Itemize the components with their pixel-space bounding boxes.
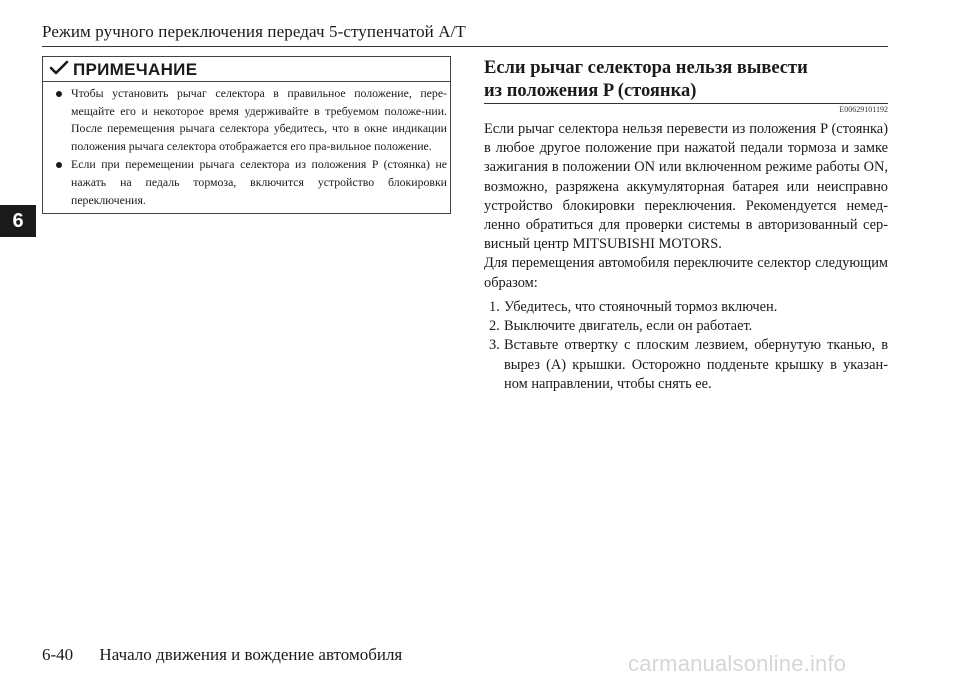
- note-title-divider: [43, 81, 450, 82]
- section-heading-line1: Если рычаг селектора нельзя вывести: [484, 58, 808, 78]
- note-item: [51, 85, 447, 155]
- note-item-text: Если при перемещении рычага селектора из положения P (стоянка) не нажать на педаль тормоза, включится устройство блокировки переключения.: [71, 157, 447, 207]
- step-text: Выключите двигатель, если он работает.: [504, 318, 753, 335]
- step-text: Убедитесь, что стояночный тормоз включен.: [504, 299, 778, 315]
- section-heading-line2: из положения P (стоянка): [484, 81, 697, 101]
- step-number: 3.: [489, 337, 500, 354]
- page-header-title: Режим ручного переключения передач 5-ступенчатой A/T: [42, 22, 466, 41]
- steps-list: [484, 298, 888, 394]
- bullet-icon: [56, 162, 62, 168]
- step-text: Вставьте отвертку с плоским лезвием, обернутую тканью, в вырез (A) крышки. Осторожно подденьте крышку в указан-ном направлении, чтобы снять ее.: [504, 337, 888, 392]
- section-divider: [484, 103, 888, 104]
- page-footer: [42, 645, 402, 665]
- note-item: [51, 156, 447, 209]
- section-paragraph-1: Если рычаг селектора нельзя перевести из положения P (стоянка) в любое другое положение при нажатой педали тормоза и замке зажигания в положении ON или включенном режиме работы ON, возможно, разряжена аккумуляторная батарея или неисправно устройство блокировки переключения. Рекомендуется немед-ленно обратиться для проверки системы в авторизованный сер-висный центр MITSUBISHI MOTORS.: [484, 121, 888, 253]
- header-divider: [42, 46, 888, 47]
- note-list: [51, 85, 447, 210]
- note-title: [49, 60, 197, 80]
- page-number: 6-40: [42, 645, 74, 664]
- watermark: carmanualsonline.info: [628, 651, 847, 676]
- step-number: 1.: [489, 299, 500, 315]
- step-number: 2.: [489, 318, 500, 335]
- check-note-icon: [49, 60, 69, 81]
- chapter-tab: 6: [0, 205, 36, 237]
- note-item-text: Чтобы установить рычаг селектора в правильное положение, пере-мещайте его и некоторое время удерживайте в требуемом положе-нии. После перемещения рычага селектора убедитесь, что в окне индикации положения рычага селектора отображается его пра-вильное положение.: [71, 86, 447, 153]
- section-heading: [484, 57, 888, 103]
- step-item: [484, 298, 888, 317]
- footer-chapter-title: Начало движения и вождение автомобиля: [99, 645, 403, 664]
- section-body: [484, 120, 888, 293]
- section-paragraph-2: Для перемещения автомобиля переключите селектор следующим образом:: [484, 255, 888, 291]
- section-code: E00629101192: [839, 105, 888, 114]
- note-title-text: ПРИМЕЧАНИЕ: [73, 60, 198, 79]
- step-item: [484, 317, 888, 336]
- bullet-icon: [56, 91, 62, 97]
- note-box: [42, 56, 451, 214]
- step-item: [484, 336, 888, 394]
